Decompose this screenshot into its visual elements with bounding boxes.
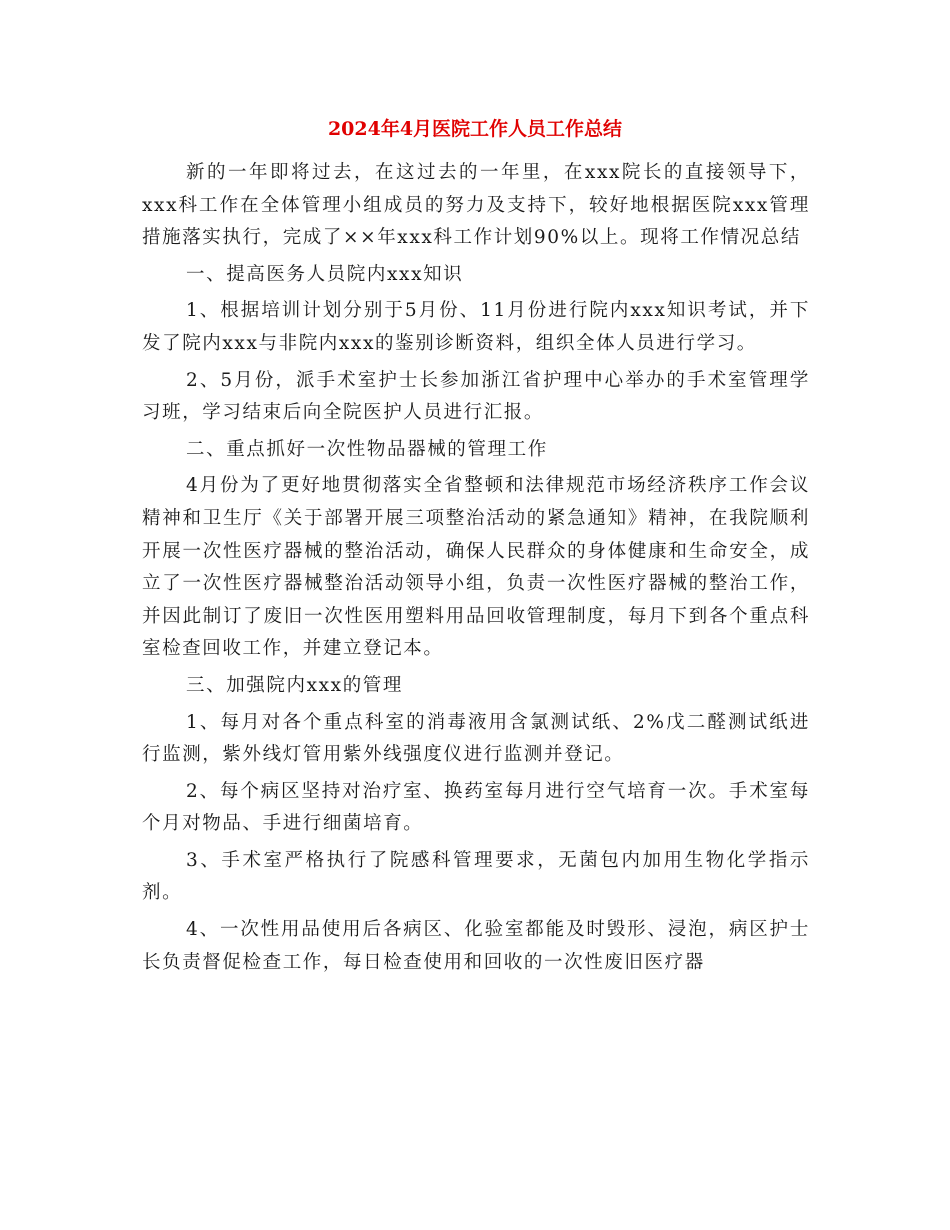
paragraph: 1、每月对各个重点科室的消毒液用含氯测试纸、2%戊二醛测试纸进行监测，紫外线灯管用紫外线强度仪进行监测并登记。 <box>142 711 810 766</box>
document-body <box>142 157 810 983</box>
paragraph: 2、每个病区坚持对治疗室、换药室每月进行空气培育一次。手术室每个月对物品、手进行细菌培育。 <box>142 780 810 835</box>
document-title: 2024年4月医院工作人员工作总结 <box>327 118 623 140</box>
paragraph: 2、5月份，派手术室护士长参加浙江省护理中心举办的手术室管理学习班，学习结束后向全院医护人员进行汇报。 <box>142 369 810 424</box>
paragraph: 4月份为了更好地贯彻落实全省整顿和法律规范市场经济秩序工作会议精神和卫生厅《关于部署开展三项整治活动的紧急通知》精神，在我院顺利开展一次性医疗器械的整治活动，确保人民群众的身体健康和生命安全，成立了一次性医疗器械整治活动领导小组，负责一次性医疗器械的整治工作，并因此制订了废旧一次性医用塑料用品回收管理制度，每月下到各个重点科室检查回收工作，并建立登记本。 <box>142 475 810 660</box>
paragraph: 3、手术室严格执行了院感科管理要求，无菌包内加用生物化学指示剂。 <box>142 849 810 904</box>
section-heading-2: 二、重点抓好一次性物品器械的管理工作 <box>186 438 548 460</box>
section-heading-3: 三、加强院内xxx的管理 <box>186 674 404 696</box>
section-heading-1: 一、提高医务人员院内xxx知识 <box>186 263 464 285</box>
paragraph: 4、一次性用品使用后各病区、化验室都能及时毁形、浸泡，病区护士长负责督促检查工作，每日检查使用和回收的一次性废旧医疗器 <box>142 919 810 973</box>
paragraph: 1、根据培训计划分别于5月份、11月份进行院内xxx知识考试，并下发了院内xxx与非院内xxx的鉴别诊断资料，组织全体人员进行学习。 <box>142 300 810 354</box>
paragraph-intro: 新的一年即将过去，在这过去的一年里，在xxx院长的直接领导下，xxx科工作在全体管理小组成员的努力及支持下，较好地根据医院xxx管理措施落实执行，完成了××年xxx科工作计划90%以上。现将工作情况总结 <box>142 162 810 249</box>
